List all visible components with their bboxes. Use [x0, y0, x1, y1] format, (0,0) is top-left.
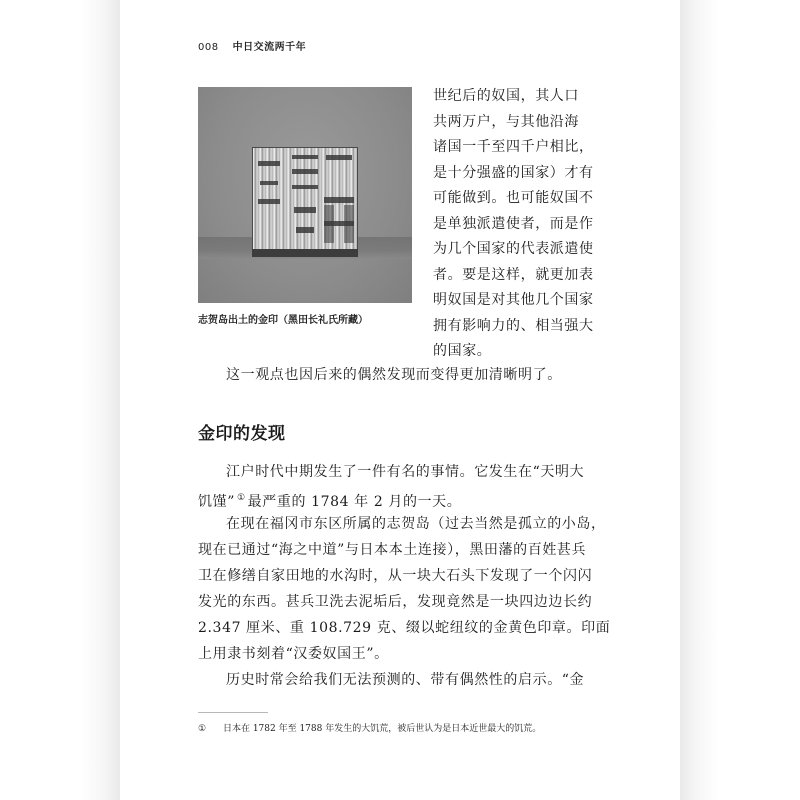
- text-line: 江户时代中期发生了一件有名的事情。它发生在“天明大: [226, 464, 585, 480]
- text-line: 是单独派遣使者，而是作: [433, 215, 594, 232]
- text-line: 历史时常会给我们无法预测的、带有偶然性的启示。“金: [226, 672, 585, 688]
- text-line: 者。要是这样，就更加表: [433, 266, 594, 283]
- figure-caption: 志贺岛出土的金印（黑田长礼氏所藏）: [198, 315, 368, 326]
- text-line: 是十分强盛的国家）才有: [433, 164, 594, 181]
- text-line: 世纪后的奴国，其人口: [433, 88, 579, 104]
- gold-seal-photo: [198, 87, 412, 303]
- text-line: 明奴国是对其他几个国家: [433, 292, 594, 308]
- footnote-text: 日本在 1782 年至 1788 年发生的大饥荒，被后世认为是日本近世最大的饥荒。: [222, 724, 542, 734]
- gold-seal-image: [252, 147, 358, 255]
- book-page: [120, 0, 680, 800]
- text-line: 现在已通过“海之中道”与日本本土连接），黑田藩的百姓甚兵: [198, 542, 587, 558]
- page-number: 008: [198, 42, 219, 53]
- text-line: 可能做到。也可能奴国不: [433, 190, 594, 206]
- text-fragment: 最严重的 1784 年 2 月的一天。: [247, 494, 462, 510]
- text-line: 发光的东西。甚兵卫洗去泥垢后，发现竟然是一块四边边长约: [198, 594, 593, 610]
- text-line: 为几个国家的代表派遣使: [433, 241, 594, 257]
- text-line: 在现在福冈市东区所属的志贺岛（过去当然是孤立的小岛，: [226, 516, 606, 532]
- text-line: 拥有影响力的、相当强大: [433, 317, 594, 334]
- footnote-mark: ①: [198, 724, 207, 734]
- page-shadow-left: [80, 0, 120, 800]
- paragraph-after-figure: 这一观点也因后来的偶然发现而变得更加清晰明了。: [226, 367, 562, 383]
- page-shadow-right: [680, 0, 720, 800]
- text-line: 共两万户，与其他沿海: [433, 113, 579, 130]
- text-line: 2.347 厘米、重 108.729 克、缀以蛇纽纹的金黄色印章。印面: [198, 620, 611, 636]
- footnote-reference[interactable]: ①: [236, 493, 246, 503]
- text-line: 上用隶书刻着“汉委奴国王”。: [198, 646, 389, 662]
- book-title: 中日交流两千年: [232, 42, 307, 53]
- text-line: 卫在修缮自家田地的水沟时，从一块大石头下发现了一个闪闪: [198, 568, 593, 584]
- text-fragment: 饥馑”: [198, 494, 235, 510]
- section-heading: 金印的发现: [198, 424, 286, 444]
- footnote: [198, 721, 541, 734]
- text-line: 诸国一千至四千户相比，: [433, 139, 594, 155]
- text-line: 的国家。: [433, 343, 492, 359]
- running-head: [198, 38, 306, 53]
- seal-base: [252, 249, 358, 257]
- footnote-divider: [198, 712, 268, 713]
- side-text-column: [433, 84, 594, 365]
